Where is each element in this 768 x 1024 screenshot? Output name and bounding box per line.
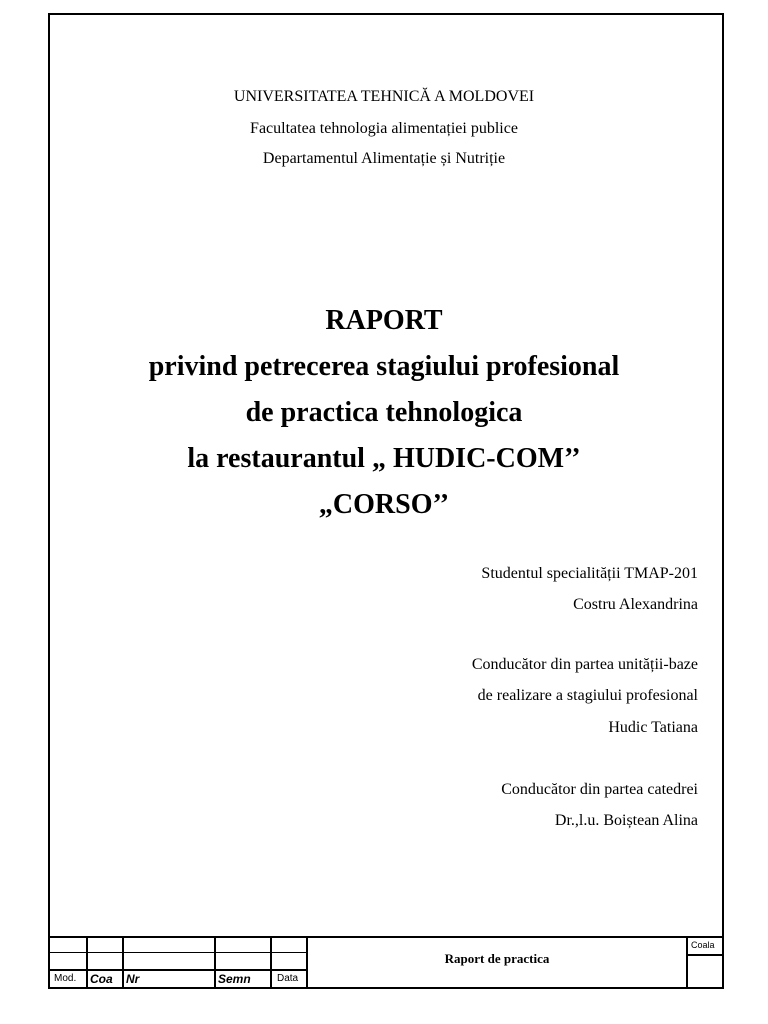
department-supervisor-role: Conducător din partea catedrei	[501, 781, 698, 798]
base-supervisor-role-1: Conducător din partea unității-baze	[471, 656, 698, 673]
department-supervisor-name: Dr.,l.u. Boiștean Alina	[554, 812, 698, 829]
stamp-coa-label: Coa	[90, 972, 113, 986]
faculty-name: Facultatea tehnologia alimentației publice	[250, 120, 518, 137]
stamp-nr-label: Nr	[126, 972, 140, 986]
report-subtitle-1: privind petrecerea stagiului profesional	[148, 351, 620, 382]
title-block-stamp	[48, 936, 724, 989]
stamp-col-line-1	[86, 936, 88, 989]
stamp-mod-label: Mod.	[54, 973, 77, 984]
student-name: Costru Alexandrina	[573, 596, 698, 613]
student-specialty: Studentul specialității TMAP-201	[481, 565, 698, 582]
university-name: UNIVERSITATEA TEHNICĂ A MOLDOVEI	[233, 88, 535, 105]
stamp-col-line-4	[270, 936, 272, 989]
stamp-col-line-2	[122, 936, 124, 989]
base-supervisor-name: Hudic Tatiana	[608, 719, 698, 736]
stamp-data-label: Data	[277, 973, 299, 984]
department-name: Departamentul Alimentație și Nutriție	[262, 150, 506, 167]
report-subtitle-2: de practica tehnologica	[245, 397, 523, 428]
report-subtitle-3: la restaurantul „ HUDIC-COM’’	[187, 443, 581, 474]
stamp-col-line-3	[214, 936, 216, 989]
stamp-col-line-6	[686, 936, 688, 989]
stamp-semn-label: Semn	[218, 972, 251, 986]
base-supervisor-role-2: de realizare a stagiului profesional	[477, 687, 698, 704]
stamp-coala-label: Coala	[691, 940, 715, 950]
report-subtitle-4: „CORSO’’	[318, 489, 450, 520]
stamp-document-title: Raport de practica	[444, 951, 550, 966]
stamp-top-border	[48, 936, 724, 938]
stamp-coala-divider	[686, 954, 724, 956]
report-title: RAPORT	[325, 305, 443, 336]
